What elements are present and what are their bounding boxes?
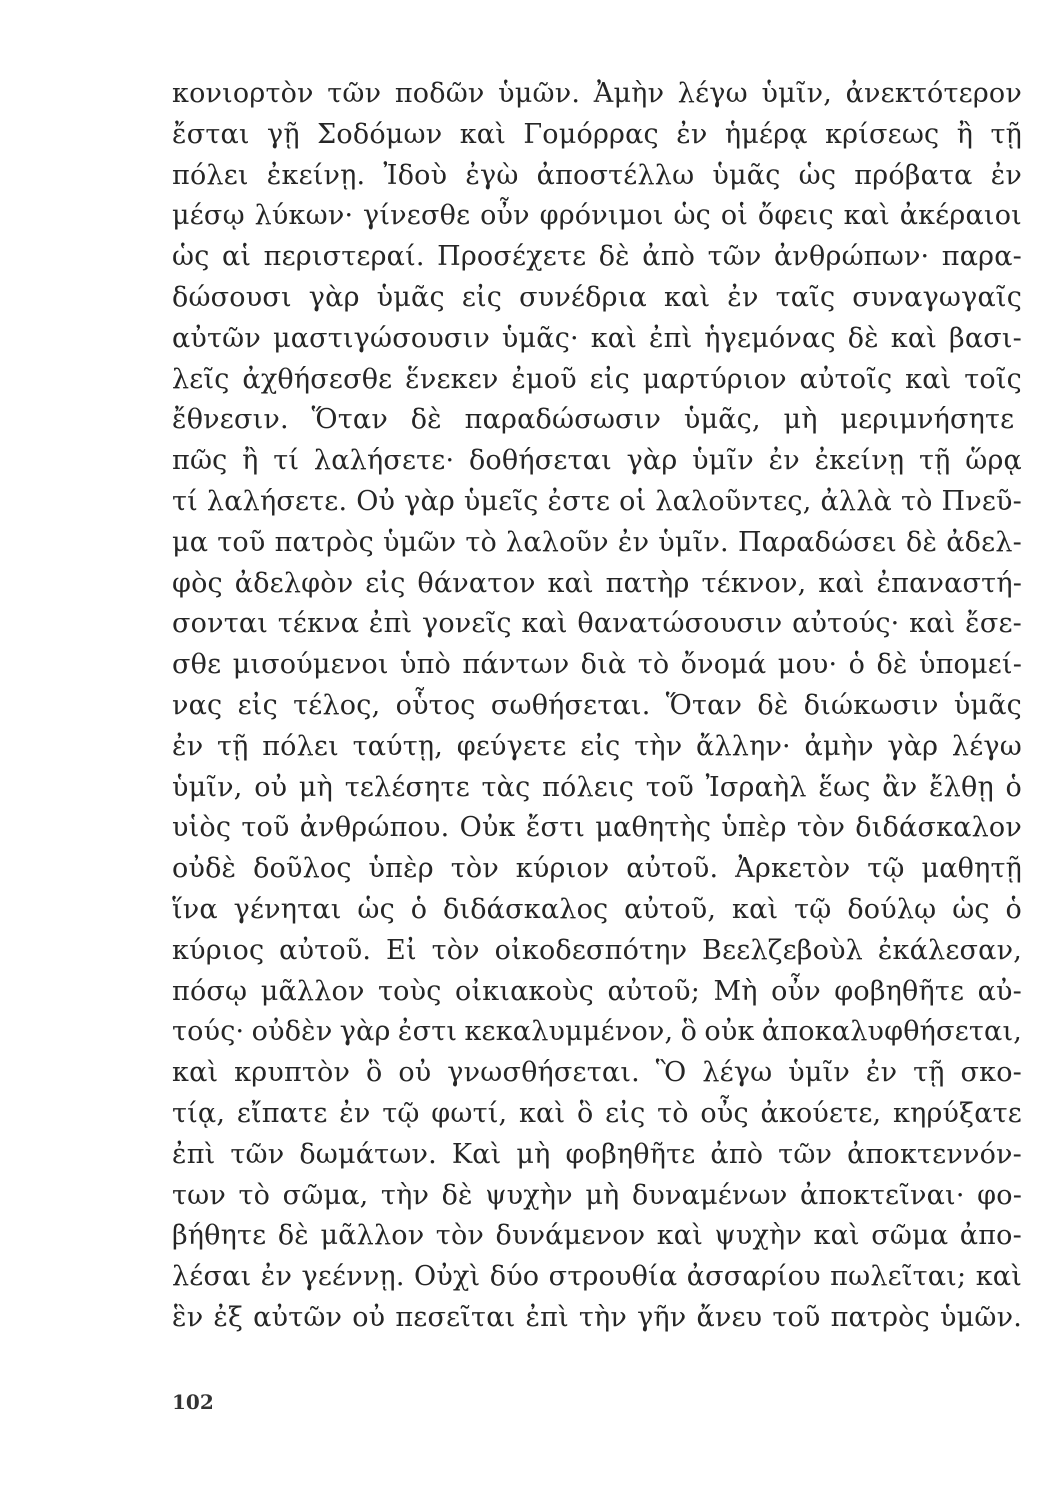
- text-line: αὐτῶν μαστιγώσουσιν ὑμᾶς· καὶ ἐπὶ ἡγεμόνας δὲ καὶ βασι-: [172, 322, 1022, 354]
- text-line: υἱὸς τοῦ ἀνθρώπου. Οὐκ ἔστι μαθητὴς ὑπὲρ τὸν διδάσκαλον: [172, 812, 1022, 844]
- text-line: πόλει ἐκείνῃ. Ἰδοὺ ἐγὼ ἀποστέλλω ὑμᾶς ὡς πρόβατα ἐν: [172, 159, 1023, 191]
- text-line: σθε μισούμενοι ὑπὸ πάντων διὰ τὸ ὄνομά μου· ὁ δὲ ὑπομεί-: [172, 649, 1023, 681]
- text-line: τίᾳ, εἴπατε ἐν τῷ φωτί, καὶ ὃ εἰς τὸ οὖς ἀκούετε, κηρύξατε: [172, 1097, 1022, 1129]
- page-number: 102: [172, 1390, 214, 1414]
- text-line: λεῖς ἀχθήσεσθε ἕνεκεν ἐμοῦ εἰς μαρτύριον αὐτοῖς καὶ τοῖς: [172, 363, 1022, 395]
- text-line: πόσῳ μᾶλλον τοὺς οἰκιακοὺς αὐτοῦ; Μὴ οὖν φοβηθῆτε αὐ-: [172, 975, 1022, 1007]
- text-line: των τὸ σῶμα, τὴν δὲ ψυχὴν μὴ δυναμένων ἀποκτεῖναι· φο-: [172, 1179, 1023, 1211]
- text-line: τούς· οὐδὲν γὰρ ἐστι κεκαλυμμένον, ὃ οὐκ ἀποκαλυφθήσεται,: [172, 1016, 1023, 1048]
- text-line: ἐπὶ τῶν δωμάτων. Καὶ μὴ φοβηθῆτε ἀπὸ τῶν ἀποκτεννόν-: [172, 1138, 1022, 1170]
- text-line: μα τοῦ πατρὸς ὑμῶν τὸ λαλοῦν ἐν ὑμῖν. Παραδώσει δὲ ἀδελ-: [172, 526, 1022, 558]
- text-line: πῶς ἢ τί λαλήσετε· δοθήσεται γὰρ ὑμῖν ἐν ἐκείνῃ τῇ ὥρᾳ: [172, 445, 1022, 477]
- text-line: οὐδὲ δοῦλος ὑπὲρ τὸν κύριον αὐτοῦ. Ἀρκετὸν τῷ μαθητῇ: [172, 853, 1023, 885]
- text-line: τί λαλήσετε. Οὐ γὰρ ὑμεῖς ἐστε οἱ λαλοῦντες, ἀλλὰ τὸ Πνεῦ-: [172, 485, 1022, 517]
- text-line: φὸς ἀδελφὸν εἰς θάνατον καὶ πατὴρ τέκνον, καὶ ἐπαναστή-: [172, 567, 1023, 599]
- text-line: ὑμῖν, οὐ μὴ τελέσητε τὰς πόλεις τοῦ Ἰσραὴλ ἕως ἂν ἔλθῃ ὁ: [172, 771, 1022, 803]
- text-line: ἔσται γῇ Σοδόμων καὶ Γομόρρας ἐν ἡμέρᾳ κρίσεως ἢ τῇ: [172, 118, 1022, 150]
- text-line: καὶ κρυπτὸν ὃ οὐ γνωσθήσεται. Ὃ λέγω ὑμῖν ἐν τῇ σκο-: [172, 1057, 1022, 1089]
- text-line: σονται τέκνα ἐπὶ γονεῖς καὶ θανατώσουσιν αὐτούς· καὶ ἔσε-: [172, 608, 1022, 640]
- text-line: ἵνα γένηται ὡς ὁ διδάσκαλος αὐτοῦ, καὶ τῷ δούλῳ ὡς ὁ: [172, 893, 1023, 925]
- text-line: ἐν τῇ πόλει ταύτῃ, φεύγετε εἰς τὴν ἄλλην· ἀμὴν γὰρ λέγω: [172, 730, 1022, 762]
- text-line: μέσῳ λύκων· γίνεσθε οὖν φρόνιμοι ὡς οἱ ὄφεις καὶ ἀκέραιοι: [172, 200, 1022, 232]
- text-line: δώσουσι γὰρ ὑμᾶς εἰς συνέδρια καὶ ἐν ταῖς συναγωγαῖς: [172, 281, 1023, 313]
- text-line: κονιορτὸν τῶν ποδῶν ὑμῶν. Ἀμὴν λέγω ὑμῖν, ἀνεκτότερον: [172, 78, 1022, 109]
- text-line: ἔθνεσιν. Ὅταν δὲ παραδώσωσιν ὑμᾶς, μὴ μεριμνήσητε: [172, 404, 1015, 436]
- text-line: νας εἰς τέλος, οὗτος σωθήσεται. Ὅταν δὲ διώκωσιν ὑμᾶς: [172, 689, 1022, 721]
- text-line: κύριος αὐτοῦ. Εἰ τὸν οἰκοδεσπότην Βεελζεβοὺλ ἐκάλεσαν,: [172, 934, 1022, 966]
- text-line: λέσαι ἐν γεέννῃ. Οὐχὶ δύο στρουθία ἀσσαρίου πωλεῖται; καὶ: [172, 1261, 1022, 1293]
- text-line: βήθητε δὲ μᾶλλον τὸν δυνάμενον καὶ ψυχὴν καὶ σῶμα ἀπο-: [172, 1220, 1022, 1252]
- text-line: ἓν ἐξ αὐτῶν οὐ πεσεῖται ἐπὶ τὴν γῆν ἄνευ τοῦ πατρὸς ὑμῶν.: [172, 1301, 1022, 1333]
- text-line: ὡς αἱ περιστεραί. Προσέχετε δὲ ἀπὸ τῶν ἀνθρώπων· παρα-: [172, 241, 1022, 273]
- body-text: [172, 74, 1022, 1339]
